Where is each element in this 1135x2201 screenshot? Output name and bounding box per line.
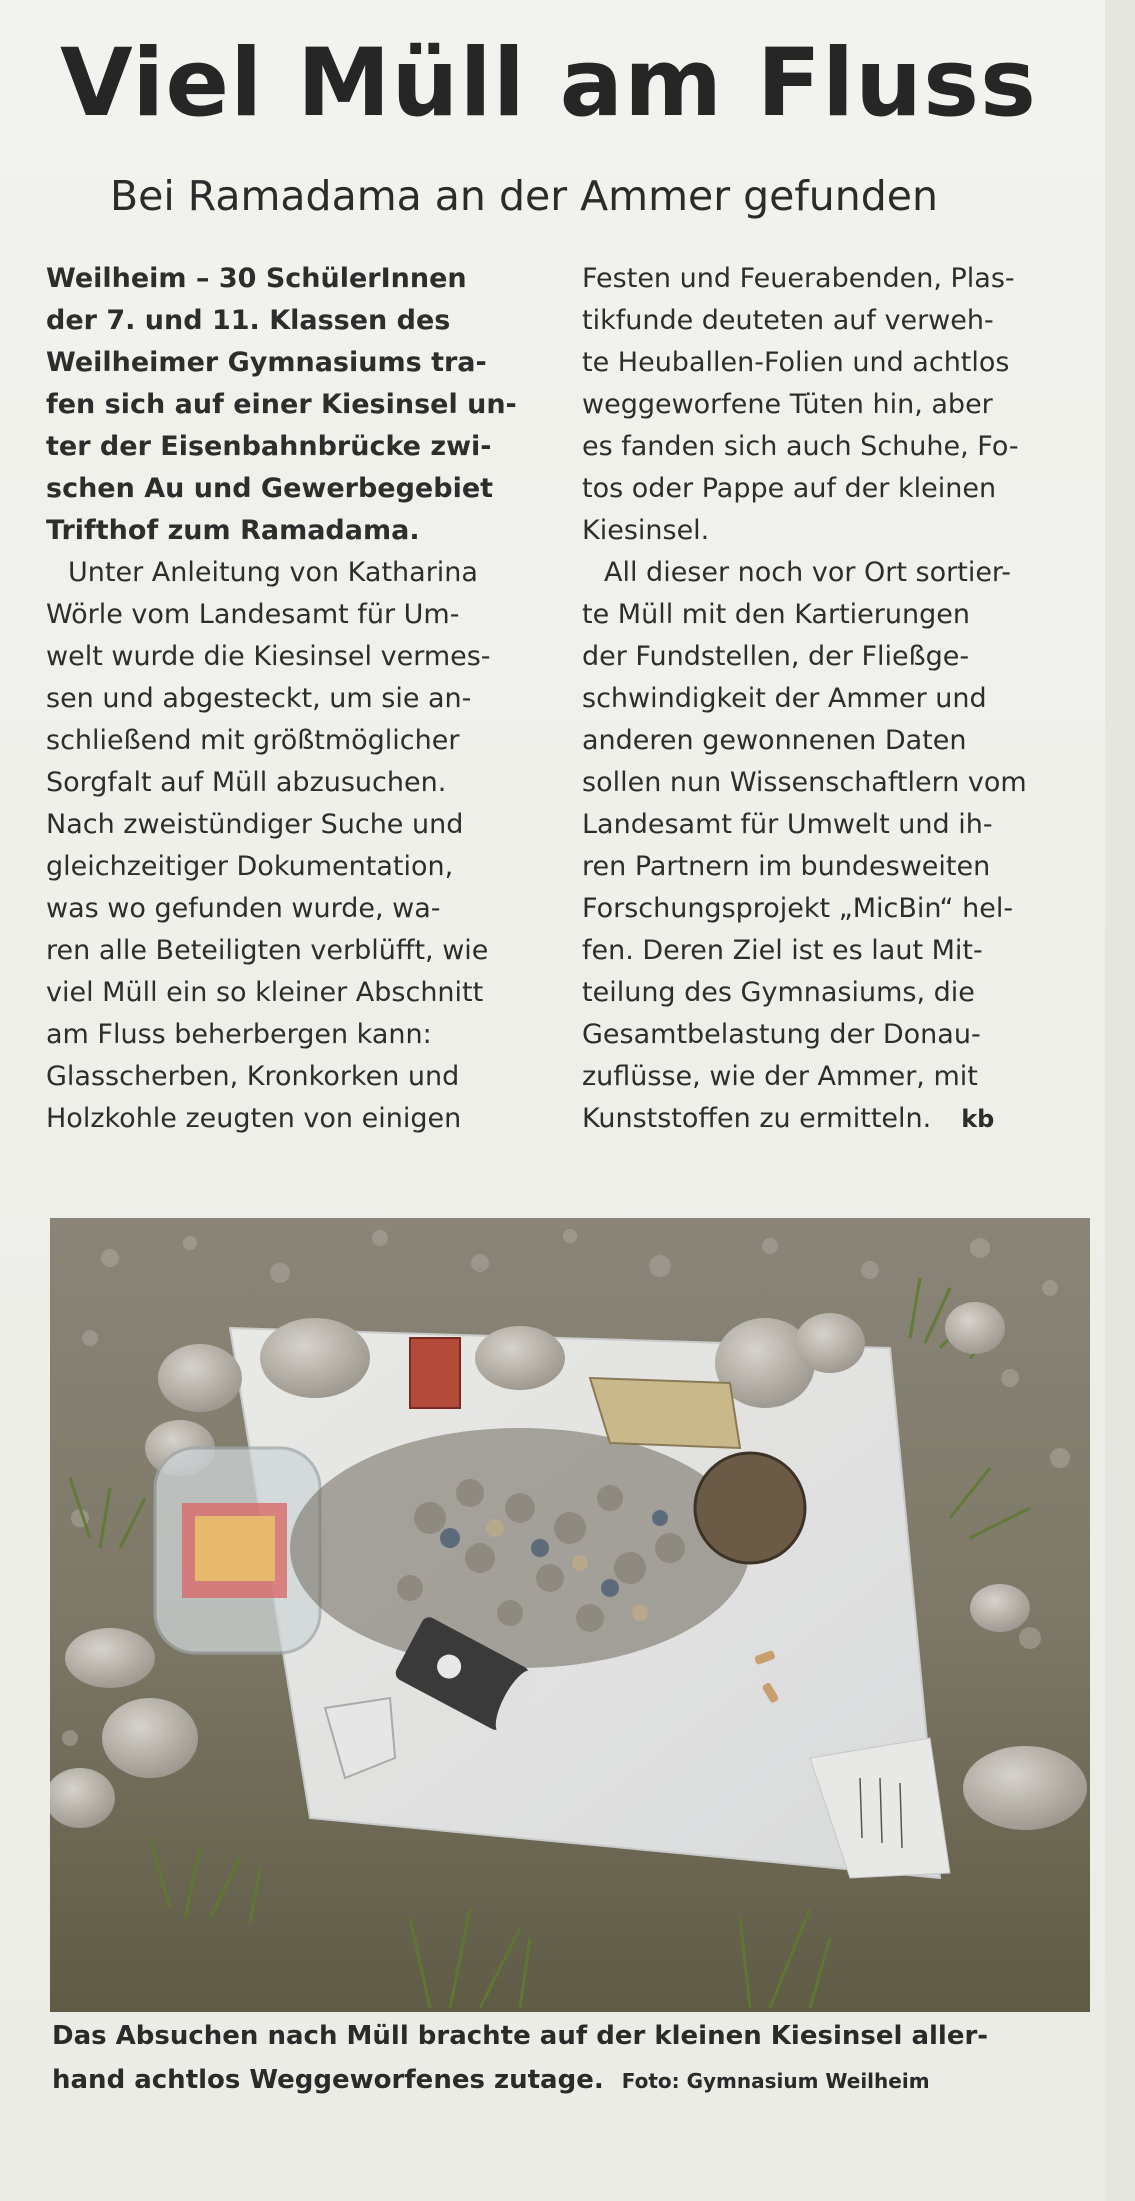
text-line: Forschungsprojekt „MicBin“ hel-: [582, 893, 1014, 924]
text-line: gleichzeitiger Dokumentation,: [46, 851, 454, 882]
text-line: zuflüsse, wie der Ammer, mit: [582, 1061, 978, 1092]
text-line: Weilheimer Gymnasiums tra-: [46, 347, 487, 378]
text-line: anderen gewonnenen Daten: [582, 725, 967, 756]
subheadline: Bei Ramadama an der Ammer gefunden: [110, 172, 939, 220]
text-line: Sorgfalt auf Müll abzusuchen.: [46, 767, 447, 798]
text-line: Nach zweistündiger Suche und: [46, 809, 464, 840]
text-line: te Heuballen-Folien und achtlos: [582, 347, 1010, 378]
caption-line: Das Absuchen nach Müll brachte auf der kleinen Kiesinsel aller-: [52, 2021, 989, 2051]
caption-line-final: hand achtlos Weggeworfenes zutage.: [52, 2065, 604, 2095]
text-line: Unter Anleitung von Katharina: [68, 557, 478, 588]
text-line: tos oder Pappe auf der kleinen: [582, 473, 997, 504]
text-line: viel Müll ein so kleiner Abschnitt: [46, 977, 484, 1008]
text-line: ren alle Beteiligten verblüfft, wie: [46, 935, 489, 966]
text-line: welt wurde die Kiesinsel vermes-: [46, 641, 491, 672]
text-line: Holzkohle zeugten von einigen: [46, 1103, 462, 1134]
text-line: Festen und Feuerabenden, Plas-: [582, 263, 1015, 294]
caption-line-2: [52, 2058, 1092, 2102]
text-line: der 7. und 11. Klassen des: [46, 305, 451, 336]
text-line: Kiesinsel.: [582, 515, 710, 546]
photo-litter-on-gravel: [50, 1218, 1090, 2012]
text-line: Gesamtbelastung der Donau-: [582, 1019, 981, 1050]
text-line: ter der Eisenbahnbrücke zwi-: [46, 431, 492, 462]
author-initials: kb: [961, 1105, 995, 1133]
text-line: ren Partnern im bundesweiten: [582, 851, 991, 882]
text-line: All dieser noch vor Ort sortier-: [604, 557, 1012, 588]
text-line: te Müll mit den Kartierungen: [582, 599, 970, 630]
text-line: teilung des Gymnasiums, die: [582, 977, 975, 1008]
article-photo: [50, 1218, 1090, 2012]
text-line: Landesamt für Umwelt und ih-: [582, 809, 993, 840]
text-line: am Fluss beherbergen kann:: [46, 1019, 432, 1050]
headline: Viel Müll am Fluss: [60, 29, 1038, 138]
photo-credit: Foto: Gymnasium Weilheim: [621, 2069, 930, 2093]
text-line: sollen nun Wissenschaftlern vom: [582, 767, 1027, 798]
text-line: fen. Deren Ziel ist es laut Mit-: [582, 935, 983, 966]
text-line: sen und abgesteckt, um sie an-: [46, 683, 472, 714]
text-line: was wo gefunden wurde, wa-: [46, 893, 441, 924]
text-line-final: Kunststoffen zu ermitteln.: [582, 1103, 932, 1134]
text-line: Wörle vom Landesamt für Um-: [46, 599, 460, 630]
text-line: schwindigkeit der Ammer und: [582, 683, 987, 714]
text-line: Trifthof zum Ramadama.: [46, 515, 420, 546]
article-column-right: [582, 258, 1122, 1140]
text-line: es fanden sich auch Schuhe, Fo-: [582, 431, 1019, 462]
text-line: tikfunde deuteten auf verweh-: [582, 305, 994, 336]
text-line: weggeworfene Tüten hin, aber: [582, 389, 993, 420]
article-column-left: [46, 258, 586, 1140]
text-line: [582, 1098, 1122, 1140]
photo-caption: [52, 2014, 1092, 2102]
text-line: schen Au und Gewerbegebiet: [46, 473, 494, 504]
text-line: Weilheim – 30 SchülerInnen: [46, 263, 467, 294]
text-line: fen sich auf einer Kiesinsel un-: [46, 389, 517, 420]
text-line: der Fundstellen, der Fließge-: [582, 641, 970, 672]
text-line: Glasscherben, Kronkorken und: [46, 1061, 460, 1092]
text-line: schließend mit größtmöglicher: [46, 725, 460, 756]
